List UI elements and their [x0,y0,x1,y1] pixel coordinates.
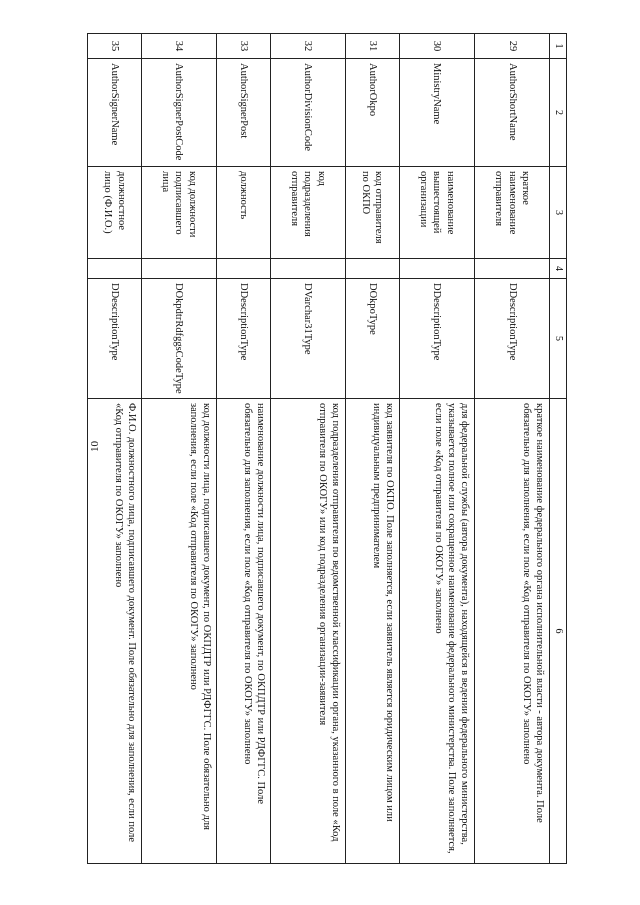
field-description: код подразделения отправителя по ведомственной классификации органа, указанного в поле «Код отправителя по ОКОГУ» или код подразделения организации-заявителя [270,399,345,864]
column-header: 3 [550,167,567,259]
field-label: наименование вышестоящей организации [399,167,474,259]
field-type: DDescriptionType [474,279,549,399]
field-label: краткое наименование отправителя [474,167,549,259]
column-header: 4 [550,259,567,279]
table-row [216,34,270,864]
page-number: 10 [89,441,101,452]
field-requirement [88,259,142,279]
field-description: краткое наименование федерального органа исполнительной власти - автора документа. Поле обязательно для заполнения, если поле «Код отправителя по ОКОГУ» заполнено [474,399,549,864]
field-label: должностное лицо (Ф.И.О.) [88,167,142,259]
field-type: DDescriptionType [399,279,474,399]
table-row [399,34,474,864]
field-description: Ф.И.О. должностного лица, подписавшего документ. Поле обязательно для заполнения, если поле «Код отправителя по ОКОГУ» заполнено [88,399,142,864]
field-label: должность [216,167,270,259]
field-name: AuthorSignerName [88,59,142,167]
field-name: AuthorSignerPostCode [141,59,216,167]
field-requirement [141,259,216,279]
field-requirement [270,259,345,279]
field-requirement [399,259,474,279]
field-type: DVarchar31Type [270,279,345,399]
field-description: код должности лица, подписавшего документ, по ОКПДТР или РДФГГС. Поле обязательно для заполнения, если поле «Код отправителя по ОКОГУ» заполнено [141,399,216,864]
field-label: код отправителя по ОКПО [345,167,399,259]
table-row [88,34,142,864]
field-table [87,33,567,864]
table-row [474,34,549,864]
field-description: код заявителя по ОКПО. Поле заполняется, если заявитель является юридическим лицом или индивидуальным предпринимателем [345,399,399,864]
column-header: 2 [550,59,567,167]
table-row [270,34,345,864]
field-name: MinistryName [399,59,474,167]
field-description: наименование должности лица, подписавшего документ, по ОКПДТР или РДФГГС. Поле обязательно для заполнения, если поле «Код отправителя по ОКОГУ» заполнено [216,399,270,864]
column-numbers-row [550,34,567,864]
field-requirement [345,259,399,279]
field-description: для федеральной службы (автора документа), находящейся в ведении федерального министерства, указывается полное или сокращенное наименование федерального министерства. Поле заполняется, если поле «Код отправителя по ОКОГУ» заполнено [399,399,474,864]
column-header: 1 [550,34,567,59]
row-number: 29 [474,34,549,59]
row-number: 33 [216,34,270,59]
field-name: AuthorDivisionCode [270,59,345,167]
field-type: DOkpdtrRdfggsCodeType [141,279,216,399]
field-name: AuthorShortName [474,59,549,167]
field-type: DDescriptionType [88,279,142,399]
field-type: DOkpoType [345,279,399,399]
field-requirement [474,259,549,279]
field-name: AuthorOkpo [345,59,399,167]
field-type: DDescriptionType [216,279,270,399]
rotated-table-sheet [87,33,567,863]
row-number: 30 [399,34,474,59]
field-name: AuthorSignerPost [216,59,270,167]
row-number: 34 [141,34,216,59]
column-header: 5 [550,279,567,399]
table-row [141,34,216,864]
field-requirement [216,259,270,279]
field-label: код должности подписавшего лица [141,167,216,259]
column-header: 6 [550,399,567,864]
field-label: код подразделения отправителя [270,167,345,259]
row-number: 31 [345,34,399,59]
table-row [345,34,399,864]
row-number: 35 [88,34,142,59]
row-number: 32 [270,34,345,59]
